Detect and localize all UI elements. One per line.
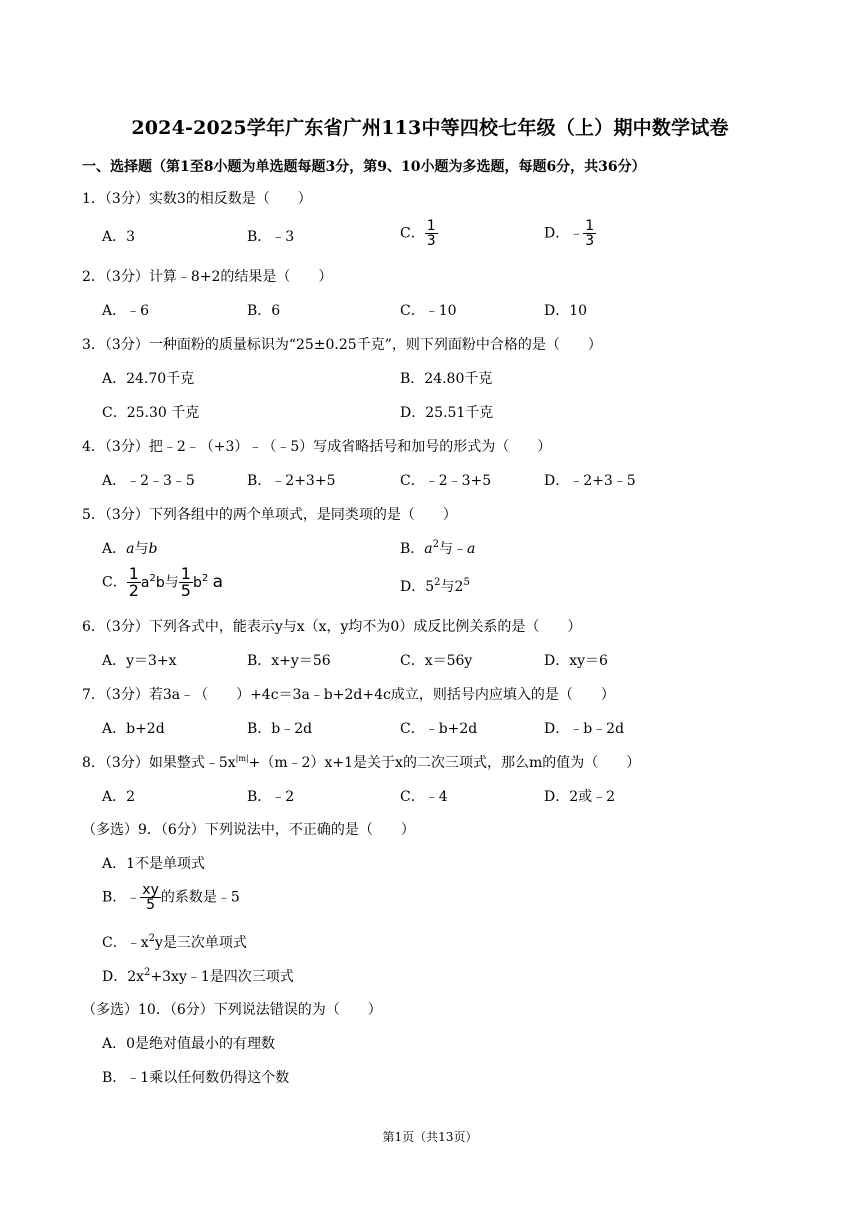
question-1: 1．（3分）实数3的相反数是（ ） [82, 191, 312, 207]
q9-b-fraction: $\frac{xy}{5}$ [142, 882, 159, 913]
q8-option-b[interactable]: B．﹣2 [247, 789, 295, 805]
q6-option-d[interactable]: D．xy＝6 [544, 653, 608, 669]
question-4: 4．（3分）把﹣2﹣（+3）﹣（﹣5）写成省略括号和加号的形式为（ ） [82, 439, 552, 455]
q6-option-c[interactable]: C．x＝56y [400, 653, 473, 669]
question-3: 3．（3分）一种面粉的质量标识为“25±0.25千克”，则下列面粉中合格的是（ ） [82, 337, 602, 353]
q1-option-d-label: D．﹣ [544, 225, 584, 242]
q1-option-a[interactable]: A．3 [102, 229, 136, 245]
q4-option-c[interactable]: C．﹣2﹣3+5 [400, 473, 492, 489]
q4-option-a[interactable]: A．﹣2﹣3﹣5 [102, 473, 195, 489]
q4-option-d[interactable]: D．﹣2+3﹣5 [544, 473, 636, 489]
q9-option-a[interactable]: A．1不是单项式 [102, 856, 206, 872]
q5-option-a[interactable]: A．a与b [102, 541, 158, 557]
q5-option-d[interactable]: D．$5^2$与$2^5$ [400, 577, 470, 595]
q1-option-c-label: C． [400, 225, 425, 242]
page-footer: 第1页（共13页） [382, 1130, 478, 1144]
q7-option-a[interactable]: A．b+2d [102, 721, 165, 737]
q5-option-c[interactable]: C． $\frac{1}{2}$ $a^2b$与 $\frac{1}{5}$ $b^2$ a [102, 564, 224, 600]
q3-option-c[interactable]: C．25.30 千克 [102, 405, 200, 421]
q8-option-d[interactable]: D．2或﹣2 [544, 789, 616, 805]
q10-option-b[interactable]: B．﹣1乘以任何数仍得这个数 [102, 1070, 290, 1086]
q8-option-a[interactable]: A．2 [102, 789, 136, 805]
question-7: 7．（3分）若3a﹣（ ）+4c＝3a﹣b+2d+4c成立，则括号内应填入的是（ ） [82, 687, 615, 703]
q2-option-c[interactable]: C．﹣10 [400, 303, 457, 319]
exam-title: 2024-2025学年广东省广州113中等四校七年级（上）期中数学试卷 [131, 117, 729, 139]
question-9: （多选）9．（6分）下列说法中，不正确的是（ ） [82, 822, 415, 838]
q4-option-b[interactable]: B．﹣2+3+5 [247, 473, 336, 489]
section-heading: 一、选择题（第1至8小题为单选题每题3分，第9、10小题为多选题，每题6分，共36分） [82, 159, 646, 175]
q5-c-fraction-2: $\frac{1}{5}$ [180, 564, 191, 600]
q3-option-d[interactable]: D．25.51千克 [400, 405, 494, 421]
q8-option-c[interactable]: C．﹣4 [400, 789, 448, 805]
q1-option-b[interactable]: B．﹣3 [247, 229, 295, 245]
q1-option-c-fraction: $\frac{1}{3}$ [426, 218, 436, 249]
q2-option-b[interactable]: B．6 [247, 303, 281, 319]
q9-option-d[interactable]: D．$2x^2+3xy﹣1$是四次三项式 [102, 967, 294, 985]
q9-option-c[interactable]: C．$﹣x^2y$是三次单项式 [102, 933, 247, 951]
q2-option-d[interactable]: D．10 [544, 303, 588, 319]
q5-option-b[interactable]: B．$a^2$与﹣a [400, 539, 476, 557]
q7-option-d[interactable]: D．﹣b﹣2d [544, 721, 625, 737]
q2-option-a[interactable]: A．﹣6 [102, 303, 150, 319]
question-10: （多选）10．（6分）下列说法错误的为（ ） [82, 1002, 382, 1018]
q1-option-c[interactable] [400, 219, 438, 248]
q7-option-c[interactable]: C．﹣b+2d [400, 721, 478, 737]
q7-option-b[interactable]: B．b﹣2d [247, 721, 313, 737]
q3-option-b[interactable]: B．24.80千克 [400, 371, 493, 387]
q10-option-a[interactable]: A．0是绝对值最小的有理数 [102, 1036, 276, 1052]
question-2: 2．（3分）计算﹣8+2的结果是（ ） [82, 269, 333, 285]
q9-option-b[interactable]: B．﹣ $\frac{xy}{5}$ 的系数是﹣5 [102, 882, 240, 913]
question-5: 5．（3分）下列各组中的两个单项式，是同类项的是（ ） [82, 507, 457, 523]
question-8: 8．（3分）如果整式$﹣5x^{|m|}+(m﹣2)x+1$是关于x的二次三项式，那么m的值为（ ） [82, 754, 641, 771]
q5-c-fraction-1: $\frac{1}{2}$ [128, 564, 139, 600]
q1-option-d-fraction: $\frac{1}{3}$ [585, 218, 595, 249]
question-6: 6．（3分）下列各式中，能表示y与x（x，y均不为0）成反比例关系的是（ ） [82, 619, 582, 635]
q1-option-d[interactable] [544, 219, 596, 248]
q3-option-a[interactable]: A．24.70千克 [102, 371, 195, 387]
q6-option-a[interactable]: A．y＝3+x [102, 653, 177, 669]
q6-option-b[interactable]: B．x+y＝56 [247, 653, 331, 669]
